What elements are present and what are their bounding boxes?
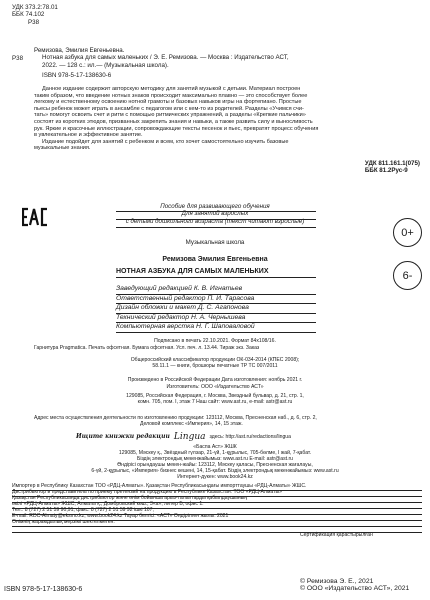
- author-sign: Р38: [28, 18, 40, 26]
- annotation-line: в увлекательное и эффективное занятие.: [34, 132, 143, 139]
- kz-line: 6-үй, 2-құрылыс, «Империя» бизнес кешені, 14, 15-қабат. Біздің электрондық мекенжайымыз: www.ast.ru: [91, 468, 339, 474]
- annotation-line: рук. Яркие и красочные иллюстрации, сопровождающие тексты песенок и пьес, превратят процесс обучения: [34, 125, 319, 132]
- address-line: комн. 705, пом. I, этаж 7 Наш сайт: www.ast.ru, e-mail: astr@ast.ru: [137, 399, 293, 405]
- kz-line: 129085, Мәскеу қ., Звёздный гүлзар, 21-үй, 1-құрылыс, 705-бөлме, I жай, 7-қабат.: [118, 450, 312, 456]
- annotation-line: состоят из коротких этюдов, призванных закрепить знания и навыки, а также развить силу и выносливость: [34, 118, 313, 125]
- copyright-author: © Ремизова Э. Е., 2021: [300, 578, 374, 585]
- kz-line: «Баспа Аст» ЖШК: [193, 444, 237, 450]
- manufacturer-address: [20, 393, 410, 405]
- age-rating-text: 0+: [401, 226, 414, 239]
- production-address: Адрес места осуществления деятельности по изготовлению продукции: 123112, Москва, Пресненская наб., д. 6, стр. 2,: [34, 415, 317, 421]
- credit-line: Технический редактор Н. А. Чернышева: [116, 313, 246, 321]
- udk-code: УДК 373.2:78.01: [12, 4, 58, 11]
- credit-line: Дизайн обложки и макет Д. С. Агапонова: [116, 304, 249, 311]
- genre-block: [90, 203, 340, 225]
- age-rating-badge: [393, 218, 422, 247]
- kz-line: Өндірісі орындаушы мекен-жайы: 123112, Мәскеу қаласы, Пресненская жағалауы,: [117, 462, 313, 468]
- classification-block: [12, 4, 58, 26]
- kz-line: өкілі «РДЦ-Алматы» ЖШС, Алматы қ., Домбровский көш., 3«а», литер Б, офис 1.: [12, 501, 204, 507]
- kz-line: Импортер в Республику Казахстан ТОО «РДЦ-Алматы». Қазақстан Республикасындағы импорттаушы «РДЦ-Алматы» ЖШС.: [12, 483, 307, 489]
- okp-classifier: [20, 357, 410, 369]
- credit-line: Заведующий редакцией К. В. Игнатьев: [116, 285, 243, 292]
- credit-line: Компьютерная верстка Н. Г. Шаповаловой: [116, 323, 255, 330]
- annotation-line: таким образом, что введение нотных знаков происходит максимально плавно — это способствует более: [34, 92, 308, 99]
- kz-line: E-mail: RDC-Almaty@eksmo.kz, www.book24.kz Тауар белгісі: «АСТ» Өндірілген жылы: 2021: [12, 513, 229, 519]
- eac-mark: [22, 207, 48, 227]
- annotation-line: легкому и естественному освоению нотной грамоты и базовых навыков игры на фортепиано. Простые: [34, 99, 302, 106]
- age-rating-badge-secondary: [393, 261, 422, 290]
- production-address-2: Деловой комплекс «Империя», 14, 15 этаж.: [140, 421, 243, 427]
- kz-line: Тел.: 8 (727) 2 51 59 90,91, факс: 8 (727) 2 51 59 92 ішкі 107;: [12, 507, 154, 513]
- redaction-url[interactable]: здесь: http://ast.ru/redactions/lingua: [209, 434, 291, 440]
- biblio-code: Р38: [12, 55, 24, 62]
- biblio-record: [34, 47, 424, 80]
- annotation: [34, 86, 424, 152]
- print-details: Гарнитура Pragmatica. Печать офсетная. Бумага офсетная. Усл. печ. л. 13.44. Тираж экз. Заказ: [34, 345, 260, 351]
- genre-line: Пособие для развивающего обучения: [160, 203, 270, 210]
- genre-line: Для занятий взрослых: [181, 210, 249, 218]
- annotation-line: музыкальные знания.: [34, 145, 91, 152]
- annotation-line: Данное издание содержит авторскую методику для занятий музыкой с детьми. Материал построен: [42, 86, 301, 92]
- kz-line: Интернет-дукен: www.book24.kz: [177, 474, 253, 480]
- bbk-code: ББК 74.102: [12, 11, 45, 19]
- address-line: 129085, Российская Федерация, г. Москва, Звездный бульвар, д. 21, стр. 1,: [126, 393, 304, 399]
- kz-line: Өнімнің жарамдылық мерзімі шектелмеген.: [12, 519, 115, 525]
- kz-line: Қазақстан Республикасында дистрибьютор және өнім бойынша арыз-талаптарды қабылдаушының: [12, 495, 248, 501]
- biblio-isbn: ISBN 978-5-17-138630-6: [42, 72, 112, 80]
- copyright: [300, 578, 409, 593]
- redaction-label: Ищите книжки редакции: [76, 433, 170, 440]
- biblio-year: 2022. — 128 с.: ил.— (Музыкальная школа).: [42, 61, 169, 69]
- annotation-line: Издание подойдет для занятий с ребенком и всем, кто хочет самостоятельно изучить базовые: [42, 138, 289, 145]
- bbk-secondary: ББК 81.2Рус-9: [364, 167, 408, 175]
- redaction-website: [76, 432, 291, 442]
- print-signed: Подписано в печать 22.10.2021. Формат 84x108/16.: [154, 338, 276, 344]
- udk-bbk-secondary: [365, 160, 420, 175]
- annotation-line: тать» помогут освоить счет и ритм с помощью ритмических упражнений, а разделы «Крепкие пальчики»: [34, 112, 306, 119]
- manufacturer: Изготовитель: ООО «Издательство АСТ»: [166, 384, 264, 390]
- kz-block: [20, 444, 410, 480]
- okp-line: 58.11.1 — книги, брошюры печатные ТР ТС 007/2011: [152, 363, 278, 369]
- age-rating-text: 6-: [402, 269, 413, 282]
- copyright-publisher: © ООО «Издательство АСТ», 2021: [300, 585, 410, 593]
- lingua-logo: Lingua: [173, 432, 206, 442]
- book-title: НОТНАЯ АЗБУКА ДЛЯ САМЫХ МАЛЕНЬКИХ: [116, 268, 269, 275]
- biblio-title: Нотная азбука для самых маленьких / Э. Е. Ремизова. — Москва : Издательство АСТ,: [42, 54, 289, 62]
- annotation-line: пьесы ребенок может играть в ансамбле с педагогом или с кем-то из родителей. Разделы «Учимся счи-: [34, 105, 304, 112]
- eac-icon: [22, 207, 48, 227]
- okp-line: Общероссийский классификатор продукции ОК-034-2014 (КПЕС 2008);: [130, 357, 300, 363]
- kz-line: Дистрибьютор и представитель по приему претензий на продукцию в Республике Казахстан: ТОО «РДЦ-Алматы»: [12, 489, 282, 495]
- series-name: Музыкальная школа: [185, 239, 245, 246]
- isbn-footer: ISBN 978-5-17-138630-6: [4, 586, 83, 593]
- kz-certification: Сертификация қарастырылған: [300, 532, 373, 538]
- biblio-author: Ремизова, Эмилия Евгеньевна.: [34, 47, 125, 54]
- manufacture-date: Произведено в Российской Федерации Дата изготовления: ноябрь 2021 г.: [127, 377, 303, 383]
- author-name: Ремизова Эмилия Евгеньевна: [162, 256, 268, 263]
- credits: [116, 284, 255, 332]
- udk-secondary: УДК 811.161.1(075): [364, 160, 420, 167]
- kz-line: Біздің электрондық мекенжайымыз: www.ast.ru E-mail: astr@ast.ru: [136, 456, 294, 462]
- genre-line: с детьми дошкольного возраста (текст читают взрослые): [125, 217, 305, 225]
- credit-line: Ответственный редактор П. И. Тарасова: [116, 294, 255, 302]
